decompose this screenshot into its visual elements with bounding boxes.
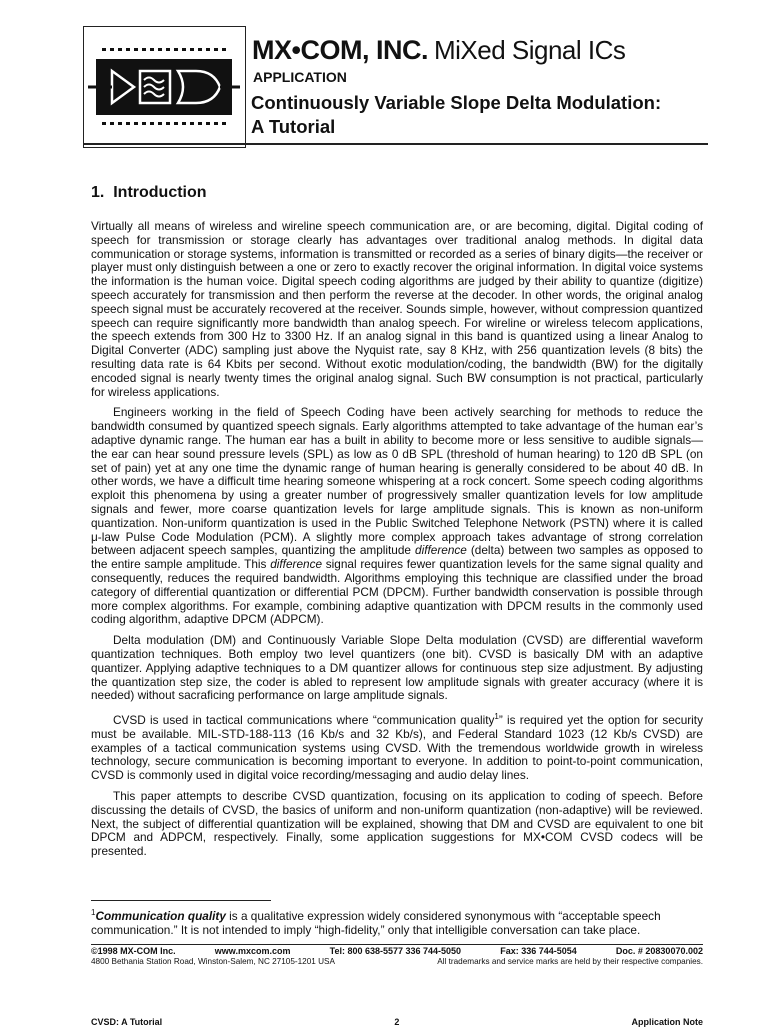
paragraph-2 — [91, 406, 703, 627]
company-tagline: MiXed Signal ICs — [433, 35, 626, 65]
title-line-2: A Tutorial — [251, 116, 336, 137]
footer-fax: Fax: 336 744-5054 — [500, 946, 577, 956]
page-footer — [91, 1017, 703, 1027]
footnote — [91, 906, 703, 937]
paragraph-2-emphasis-1: difference — [415, 543, 467, 558]
company-name: MX•COM, INC. — [252, 35, 428, 65]
page-number: 2 — [394, 1017, 400, 1027]
footer-telephone: Tel: 800 638-5577 336 744-5050 — [329, 946, 462, 956]
company-logo — [83, 26, 246, 148]
section-number: 1. — [91, 184, 105, 201]
footer-address: 4800 Bethania Station Road, Winston-Salem, NC 27105-1201 USA — [91, 957, 335, 966]
page-footer-doctype: Application Note — [631, 1017, 703, 1027]
footnote-mark: 1 — [91, 908, 96, 917]
paragraph-4 — [91, 710, 703, 783]
paragraph-4-part-a: CVSD is used in tactical communications where “communication quality — [113, 713, 495, 728]
footer-copyright: ©1998 MX-COM Inc. — [91, 946, 176, 956]
paragraph-2-emphasis-2: difference — [270, 557, 323, 572]
header-rule — [83, 143, 708, 145]
footer-doc-number: Doc. # 20830070.002 — [615, 946, 703, 956]
footer-trademarks: All trademarks and service marks are held by their respective companies. — [437, 957, 703, 966]
paragraph-2-part-c: signal requires fewer quantization levels for the same signal quality and consequently, reduces the required bandwidth. Algorithms employing this technique are classified under the broad category of differential quantization or differential PCM (DPCM). Further bandwidth conservation is possible through more complex algorithms. For example, combining adaptive quantization with DPCM results in the commonly used coding algorithm, adaptive DPCM (ADPCM). — [91, 557, 704, 627]
title-line-1: Continuously Variable Slope Delta Modulation: — [251, 92, 662, 113]
section-title: Introduction — [113, 184, 207, 201]
document-category: APPLICATION — [253, 69, 347, 85]
footer-rule — [91, 944, 703, 945]
document-title — [251, 91, 661, 139]
footnote-text: is a qualitative expression widely considered synonymous with “acceptable speech communication.” It is not intended to imply “high-fidelity,” only that intelligible conversation can take place. — [91, 908, 661, 937]
footnote-term: Communication quality — [95, 908, 226, 923]
paragraph-2-part-a: Engineers working in the field of Speech Coding have been actively searching for methods to reduce the bandwidth consumed by quantized speech signals. Early algorithms attempted to take advantage of the human ear’s adaptive dynamic range. The human ear has a built in ability to become more or less sensitive to audible signals—the ear can hear sound pressure levels (SPL) as low as 0 dB SPL (threshold of human hearing) to 120 dB SPL (on set of pain) yet at any one time the dynamic range of human hearing is generally considered to be about 40 dB. In other words, we have a difficult time hearing someone whispering at a rock concert. Some speech coding algorithms exploit this phenomena by using a greater number of progressively smaller quantization levels for low amplitude signals and fewer, more coarse quantization levels for large amplitude signals. This is known as non-uniform quantization. Non-uniform quantization is used in the Public Switched Telephone Network (PSTN) where it is called μ-law Pulse Code Modulation (PCM). A slightly more complex approach takes advantage of strong correlation between adjacent speech samples, quantizing the amplitude — [91, 405, 703, 558]
paragraph-3: Delta modulation (DM) and Continuously Variable Slope Delta modulation (CVSD) are differential waveform quantization techniques. Both employ two level quantizers (one bit). CVSD is basically DM with an adaptive quantizer. Applying adaptive techniques to a DM quantizer allows for continuous step size adjustment. By adjusting the quantization step size, the coder is abled to represent low amplitude signals with greater accuracy (where it is needed) without sacraficing performance on large amplitude signals. — [91, 633, 703, 703]
footnote-rule — [91, 900, 271, 901]
footer-contact-line — [91, 946, 703, 956]
footer-address-line — [91, 957, 703, 966]
paragraph-1: Virtually all means of wireless and wireline speech communication are, or are becoming, digital. Digital coding of speech for transmission or storage clearly has advantages over traditional analog methods. In digital data communication or storage systems, information is transmitted or recorded as a series of binary digits—the receiver or player must only distinguish between a one or zero to exactly recover the original information. In digital voice systems the information is the human voice. Digital speech coding algorithms are judged by their ability to quantize (digitize) speech accurately for transmission and then perform the reverse at the decoder. In other words, the original analog speech signal must be accurately recovered at the receiver. Sounds simple, however, without compression quantized speech can require significantly more bandwidth than analog speech. For wireline or wireless telecom applications, the speech extends from 300 Hz to 3300 Hz. If an analog signal in this band is quantized using a linear Analog to Digital Converter (ADC) sampling just above the Nyquist rate, say 8 KHz, with 256 quantization levels (8 bits) the resulting data rate is 64 Kbits per second. Without exotic modulation/coding, the bandwidth (BW) for the digitally encoded signal is nearly twenty times the original analog signal. Such BW consumption is not practical, particularly for wireless applications. — [91, 219, 703, 399]
paragraph-2-part-b: (delta) between two samples as opposed to the entire sample amplitude. This — [91, 543, 703, 572]
page-footer-title: CVSD: A Tutorial — [91, 1017, 163, 1027]
footnote-reference[interactable]: 1 — [494, 712, 499, 722]
paragraph-5: This paper attempts to describe CVSD quantization, focusing on its application to coding of speech. Before discussing the details of CVSD, the basics of uniform and non-uniform quantization (non-adaptive) will be reviewed. Next, the subject of differential quantization will be explained, showing that DM and CVSD are equivalent to one bit DPCM and ADPCM, respectively. Finally, some application suggestions for MX•COM CVSD codecs will be presented. — [91, 789, 703, 859]
footer-website[interactable]: www.mxcom.com — [214, 946, 291, 956]
paragraph-4-part-b: ” is required yet the option for security must be available. MIL-STD-188-113 (16 Kb/s and 32 Kb/s), and Federal Standard 1023 (12 Kb/s CVSD) are examples of a tactical communication systems using CVSD. With the tremendous worldwide growth in wireless technology, secure communication is becoming important to everyone. In addition to point-to-point communication, CVSD is commonly used in digital voice recording/messaging and audio delay lines. — [91, 713, 703, 783]
company-heading — [252, 35, 625, 66]
section-heading — [91, 184, 207, 202]
body-text — [91, 220, 703, 866]
